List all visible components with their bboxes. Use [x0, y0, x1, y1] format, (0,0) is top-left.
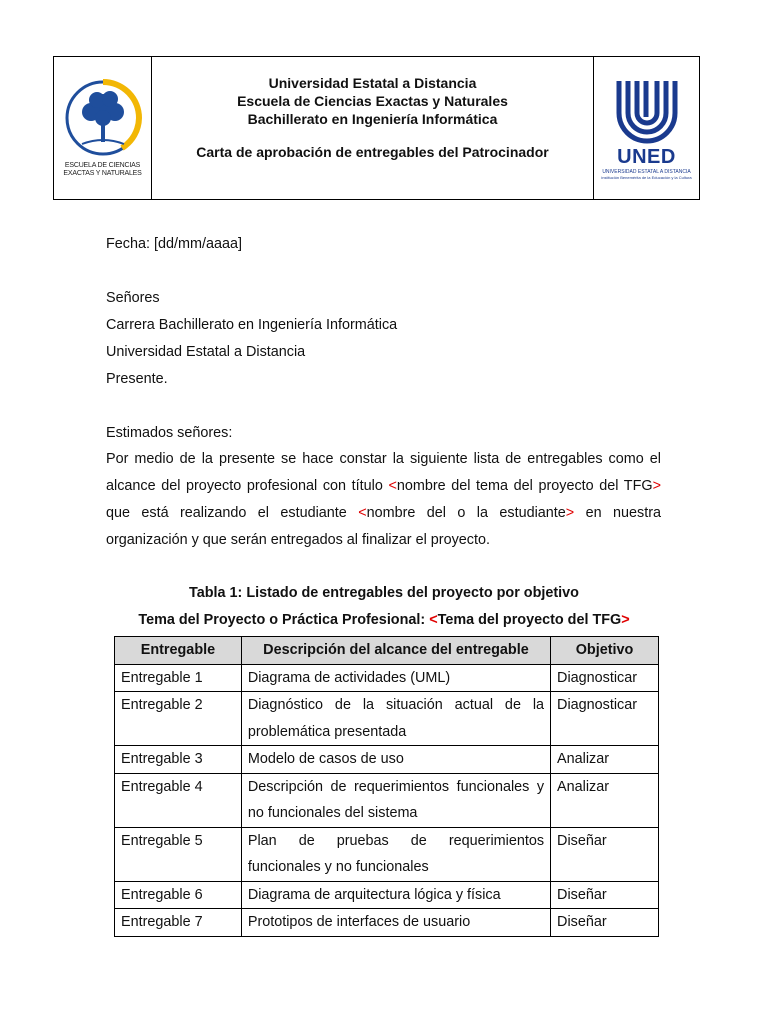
objective-cell: Diagnosticar: [551, 664, 659, 692]
tree-logo-icon: [62, 78, 144, 158]
placeholder-open-marker: <: [388, 478, 397, 494]
program-name: Bachillerato en Ingeniería Informática: [247, 111, 498, 127]
objective-cell: Analizar: [551, 746, 659, 774]
objective-cell: Diagnosticar: [551, 692, 659, 746]
paragraph-text-3: en nuestra organización y que serán entregados al finalizar el proyecto.: [106, 505, 661, 548]
description-cell: Diagnóstico de la situación actual de la problemática presentada: [241, 692, 550, 746]
uned-rings-icon: [613, 77, 681, 145]
objective-cell: Analizar: [551, 773, 659, 827]
table-row: [115, 746, 659, 774]
date-line: Fecha: [dd/mm/aaaa]: [106, 236, 242, 252]
uned-tagline: institución Benemérita de la Educación y la Cultura: [601, 174, 692, 180]
uned-subtitle: UNIVERSIDAD ESTATAL A DISTANCIA: [602, 168, 691, 175]
objective-cell: Diseñar: [551, 909, 659, 937]
table-row: [115, 773, 659, 827]
placeholder-open-marker: <: [429, 612, 438, 628]
deliverable-cell: Entregable 6: [115, 881, 242, 909]
column-header-description: Descripción del alcance del entregable: [241, 637, 550, 665]
letter-paragraph: [106, 446, 661, 554]
address-line-2: Carrera Bachillerato en Ingeniería Informática: [106, 317, 398, 333]
uned-logo: [593, 57, 699, 199]
description-cell: Diagrama de actividades (UML): [241, 664, 550, 692]
school-logo-line-1: ESCUELA DE CIENCIAS: [64, 162, 141, 169]
description-cell: Descripción de requerimientos funcionales y no funcionales del sistema: [241, 773, 550, 827]
table-row: [115, 881, 659, 909]
objective-cell: Diseñar: [551, 881, 659, 909]
objective-cell: Diseñar: [551, 827, 659, 881]
deliverable-cell: Entregable 2: [115, 692, 242, 746]
description-cell: Diagrama de arquitectura lógica y física: [241, 881, 550, 909]
paragraph-text-1: Por medio de la presente se hace constar la siguiente lista de entregables como el alcance del proyecto profesional con título: [106, 451, 661, 494]
uned-wordmark: UNED: [617, 145, 676, 168]
deliverable-cell: Entregable 4: [115, 773, 242, 827]
table-header-row: [115, 637, 659, 665]
table-row: [115, 692, 659, 746]
column-header-deliverable: Entregable: [115, 637, 242, 665]
table-caption: Tabla 1: Listado de entregables del proyecto por objetivo: [189, 585, 579, 601]
paragraph-text-2: que está realizando el estudiante: [106, 505, 359, 521]
deliverables-table: [114, 636, 659, 937]
table-row: [115, 827, 659, 881]
project-title-placeholder: nombre del tema del proyecto del TFG: [396, 478, 653, 494]
table-row: [115, 909, 659, 937]
deliverable-cell: Entregable 5: [115, 827, 242, 881]
letterhead-title-block: [152, 57, 593, 199]
address-line-4: Presente.: [106, 371, 168, 387]
placeholder-close-marker: >: [652, 478, 661, 494]
school-name: Escuela de Ciencias Exactas y Naturales: [237, 93, 508, 109]
address-line-3: Universidad Estatal a Distancia: [106, 344, 306, 360]
table-row: [115, 664, 659, 692]
placeholder-close-marker: >: [565, 505, 575, 521]
description-cell: Prototipos de interfaces de usuario: [241, 909, 550, 937]
student-name-placeholder: nombre del o la estudiante: [366, 505, 566, 521]
greeting: Estimados señores:: [106, 425, 233, 441]
placeholder-close-marker: >: [621, 612, 630, 628]
subcaption-prefix: Tema del Proyecto o Práctica Profesional:: [138, 612, 430, 628]
university-name: Universidad Estatal a Distancia: [268, 75, 477, 91]
table-subcaption: [0, 612, 768, 628]
deliverable-cell: Entregable 7: [115, 909, 242, 937]
school-logo: [54, 57, 152, 199]
deliverable-cell: Entregable 3: [115, 746, 242, 774]
description-cell: Modelo de casos de uso: [241, 746, 550, 774]
school-logo-text: [63, 162, 141, 178]
school-logo-line-2: EXACTAS Y NATURALES: [63, 170, 142, 177]
placeholder-open-marker: <: [358, 505, 367, 521]
letterhead: [53, 56, 700, 200]
deliverable-cell: Entregable 1: [115, 664, 242, 692]
document-title: Carta de aprobación de entregables del Patrocinador: [196, 144, 549, 160]
column-header-objective: Objetivo: [551, 637, 659, 665]
description-cell: Plan de pruebas de requerimientos funcionales y no funcionales: [241, 827, 550, 881]
address-line-1: Señores: [106, 290, 160, 306]
project-topic-placeholder: Tema del proyecto del TFG: [437, 612, 622, 628]
